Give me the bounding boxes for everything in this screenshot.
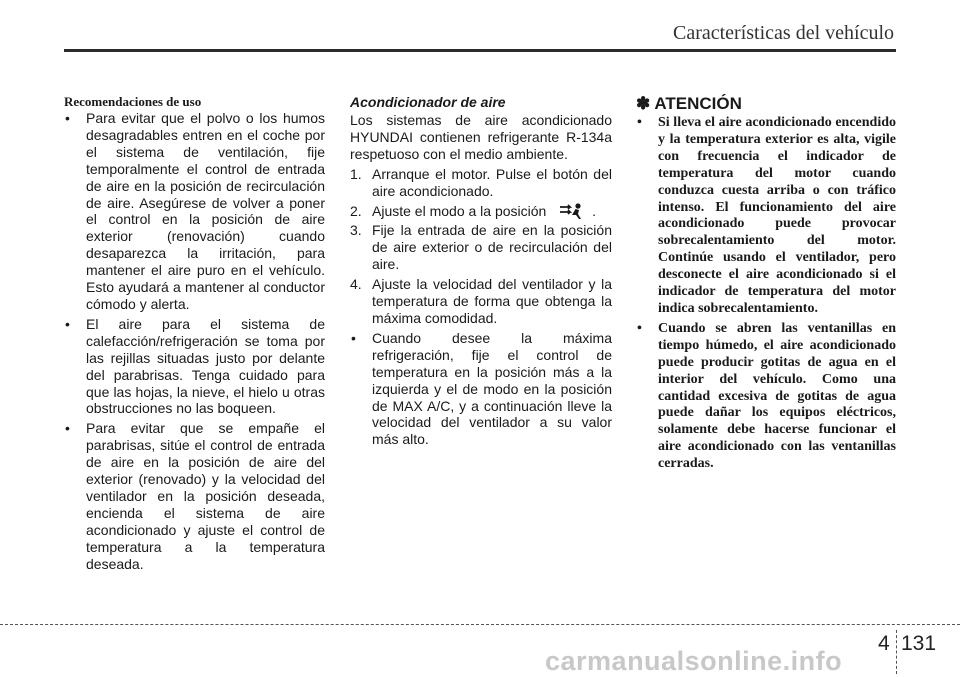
list-item	[64, 110, 325, 313]
step-number: 4.	[350, 276, 362, 293]
attention-mark-icon: ✽	[636, 94, 651, 113]
list-item-text: Si lleva el aire acondicionado encendido y la temperatura exterior es alta, vigile con frecuencia el indicador de temperatura del motor cuando conduzca cuesta arriba o con tráfico intenso. El funcionamiento del aire acondicionado puede provocar sobrecalentamiento del motor. Continúe usando el ventilador, pero desconecte el aire acondicionado si el indicador de temperatura del motor indica sobrecalentamiento.	[658, 115, 896, 316]
page-number: 131	[901, 632, 937, 655]
list-item-text: Cuando desee la máxima refrigeración, fije el control de temperatura en la posición más a la izquierda y el de modo en la posición de MAX A/C, y a continuación lleve la velocidad del ventilador a su valor más alto.	[372, 329, 612, 448]
bullet-mark: •	[637, 320, 642, 336]
step-text: Ajuste la velocidad del ventilador y la temperatura de forma que obtenga la máxima comodidad.	[372, 276, 612, 326]
section-heading-recommendations: Recomendaciones de uso	[64, 94, 202, 109]
step-item	[350, 276, 612, 327]
step-text-tail: .	[592, 202, 596, 219]
step-text: Ajuste el modo a la posición	[372, 202, 547, 219]
column-recommendations	[64, 94, 325, 575]
header-rule	[64, 49, 896, 52]
list-item	[636, 115, 896, 318]
chapter-number: 4	[878, 632, 890, 655]
list-item	[636, 321, 896, 473]
list-item-text: Cuando se abren las ventanillas en tiempo húmedo, el aire acondicionado puede producir gotitas de agua en el interior del vehículo. Como una cantidad excesiva de gotitas de agua puede dañar los equipos eléctricos, solamente debe hacerse funcionar el aire acondicionado con las ventanillas cerradas.	[658, 320, 896, 472]
footer-divider	[896, 630, 897, 674]
footer-dashed-rule	[0, 624, 960, 625]
bullet-mark: •	[65, 420, 70, 437]
list-item-text: Para evitar que el polvo o los humos desagradables entren en el coche por el sistema de ventilación, fije temporalmente el control de entrada de aire en la posición de recirculación de aire. Asegúrese de volver a poner el control en la posición de aire exterior (renovación) cuando desaparezca la irritación, para mantener el aire puro en el vehículo. Esto ayudará a mantener al conductor cómodo y alerta.	[86, 110, 325, 312]
watermark: carmanualsonline.info	[545, 646, 843, 676]
bullet-mark: •	[351, 329, 356, 346]
section-heading-air-conditioner: Acondicionador de aire	[350, 94, 506, 110]
step-item	[350, 222, 612, 273]
column-air-conditioner	[350, 94, 612, 451]
bullet-mark: •	[637, 115, 642, 130]
list-item	[350, 330, 612, 448]
step-text: Arranque el motor. Pulse el botón del aire acondicionado.	[372, 165, 612, 199]
column-attention	[636, 94, 896, 476]
attention-heading	[636, 94, 896, 114]
list-item	[64, 420, 325, 572]
attention-heading-text: ATENCIÓN	[654, 94, 742, 113]
bullet-mark: •	[65, 110, 70, 126]
step-item	[350, 166, 612, 200]
vent-face-mode-icon	[558, 203, 584, 219]
list-item-text: Para evitar que se empañe el parabrisas, sitúe el control de entrada de aire en la posición de aire del exterior (renovado) y la velocidad del ventilador en la posición deseada, encienda el sistema de aire acondicionado y ajuste el control de temperatura a la temperatura deseada.	[86, 420, 325, 572]
page-header-title: Características del vehículo	[672, 22, 894, 44]
bullet-mark: •	[65, 315, 70, 332]
step-number: 3.	[350, 222, 362, 239]
step-number: 2.	[350, 202, 362, 219]
step-number: 1.	[350, 165, 362, 182]
intro-paragraph: Los sistemas de aire acondicionado HYUNDAI contienen refrigerante R-134a respetuoso con el medio ambiente.	[350, 112, 612, 162]
step-item	[350, 203, 612, 220]
list-item	[64, 316, 325, 417]
step-text: Fije la entrada de aire en la posición de aire exterior o de recirculación del aire.	[372, 222, 612, 273]
list-item-text: El aire para el sistema de calefacción/refrigeración se toma por las rejillas situadas justo por delante del parabrisas. Tenga cuidado para que las hojas, la nieve, el hielo u otras obstrucciones no las boqueen.	[86, 315, 325, 417]
